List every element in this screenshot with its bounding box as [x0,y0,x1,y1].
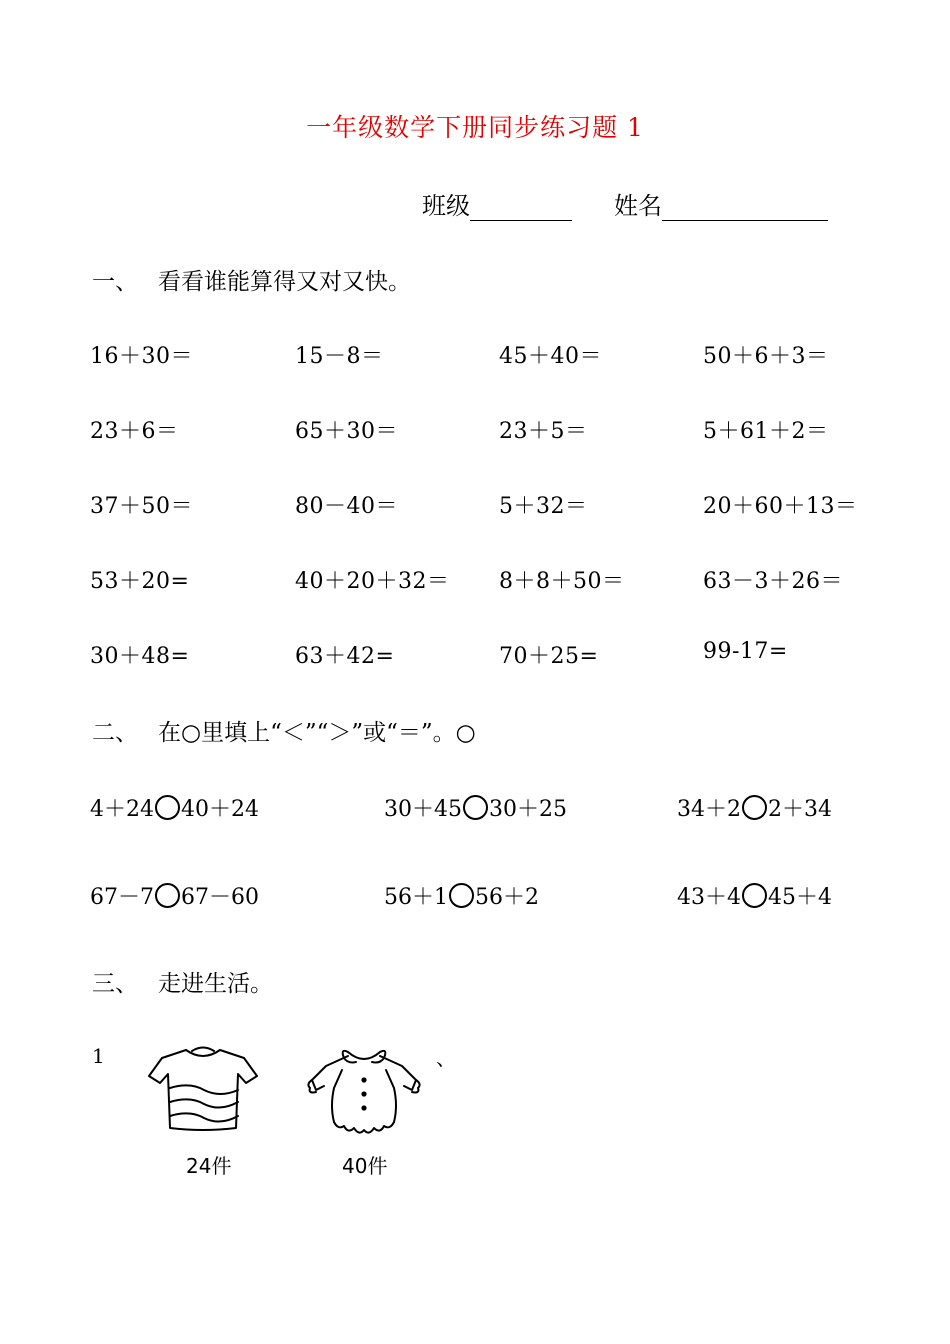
calc-problem: 16＋30＝ [90,344,193,369]
compare-left: 4＋24 [90,797,154,822]
class-field [422,186,572,221]
compare-left: 56＋1 [384,885,448,910]
section-2-number: 二、 [92,720,138,746]
section-3-number: 三、 [92,971,138,997]
calc-problem: 65＋30＝ [295,419,398,444]
calc-problem: 5＋32＝ [499,494,588,519]
compare-item [677,792,832,823]
section-2-heading [92,714,476,747]
problem-mark: 、 [436,1046,456,1070]
calc-problem: 50＋6＋3＝ [703,344,829,369]
compare-right: 30＋25 [489,797,567,822]
calc-problem: 23＋5＝ [499,419,588,444]
problem-number: 1 [92,1044,105,1068]
calc-problem: 53＋20= [90,569,190,594]
calc-problem: 15－8＝ [295,344,384,369]
class-blank[interactable] [470,194,572,221]
name-field [614,186,828,221]
calc-problem: 23＋6＝ [90,419,179,444]
calc-problem: 80－40＝ [295,494,398,519]
compare-right: 56＋2 [475,885,539,910]
page-title: 一年级数学下册同步练习题 1 [306,113,644,142]
calc-problem: 37＋50＝ [90,494,193,519]
calc-problem: 45＋40＝ [499,344,602,369]
compare-item [90,880,259,911]
answer-circle[interactable] [155,883,180,908]
compare-item [677,880,832,911]
answer-circle[interactable] [742,795,767,820]
compare-item [384,880,539,911]
dress-icon [304,1044,424,1140]
answer-circle[interactable] [155,795,180,820]
tshirt-caption: 24件 [186,1154,232,1178]
tshirt-icon [146,1044,260,1136]
compare-left: 30＋45 [384,797,462,822]
compare-right: 2＋34 [768,797,832,822]
calc-problem: 63＋42= [295,644,395,669]
calc-problem: 5＋61＋2＝ [703,419,829,444]
name-label: 姓名 [614,192,662,220]
section-3-heading [92,965,273,998]
compare-right: 67－60 [181,885,259,910]
section-3-title: 走进生活。 [158,971,273,997]
calc-problem: 8＋8＋50＝ [499,569,625,594]
answer-circle[interactable] [742,883,767,908]
answer-circle[interactable] [463,795,488,820]
section-1-title: 看看谁能算得又对又快。 [158,269,411,295]
section-1-number: 一、 [92,269,138,295]
calc-problem: 30＋48= [90,644,190,669]
class-label: 班级 [422,192,470,220]
answer-circle[interactable] [449,883,474,908]
calc-problem: 20＋60＋13＝ [703,494,858,519]
compare-left: 67－7 [90,885,154,910]
dress-caption: 40件 [342,1154,388,1178]
calc-problem: 70＋25= [499,644,599,669]
compare-left: 43＋4 [677,885,741,910]
compare-item [90,792,259,823]
section-2-title: 在○里填上“＜”“＞”或“＝”。○ [158,720,476,746]
calc-problem: 63－3＋26＝ [703,569,843,594]
name-blank[interactable] [662,194,828,221]
section-1-heading [92,263,411,296]
compare-left: 34＋2 [677,797,741,822]
compare-right: 40＋24 [181,797,259,822]
compare-right: 45＋4 [768,885,832,910]
compare-item [384,792,567,823]
calc-problem: 40＋20＋32＝ [295,569,450,594]
calc-problem: 99-17= [703,639,788,664]
